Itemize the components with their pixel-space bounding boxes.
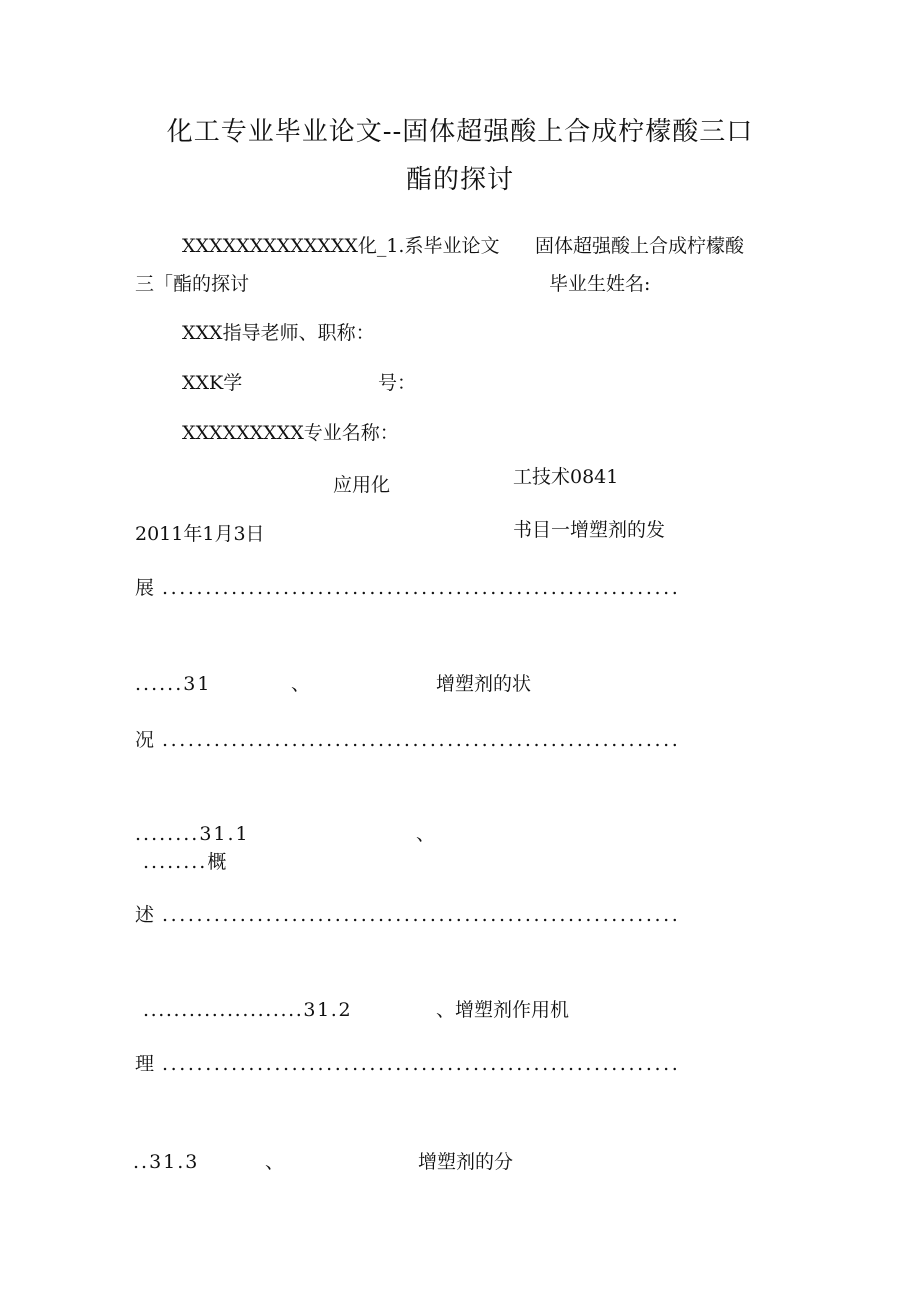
toc-entry3-leader-dots: ............................................................: [162, 904, 681, 926]
toc-entry2-lead: 况: [135, 729, 155, 751]
toc-entry1-separator: 、: [291, 673, 311, 695]
student-id-label-prefix: XXK学: [182, 372, 243, 394]
document-title-line1: 化工专业毕业论文--固体超强酸上合成柠檬酸三口: [166, 117, 754, 147]
document-title-line2: 酯的探讨: [405, 165, 514, 195]
header-department: XXXXXXXXXXXXX化_1.系毕业论文: [182, 235, 500, 257]
toc-entry2-separator: 、: [416, 823, 436, 845]
toc-entry5-separator: 、: [265, 1151, 285, 1173]
advisor-label: XXX指导老师、职称：: [182, 322, 375, 344]
toc-entry1-lead: 展: [135, 577, 155, 599]
major-label: XXXXXXXXX专业名称：: [182, 422, 399, 444]
toc-entry2-leader-dots: ............................................................: [162, 729, 681, 751]
toc-entry5-page: ..31.3: [133, 1151, 200, 1173]
toc-entry1-leader-dots: ............................................................: [162, 577, 681, 599]
toc-heading: 书目一增塑剂的发: [513, 519, 666, 541]
graduate-name-label: 毕业生姓名:: [549, 273, 651, 295]
document-date: 2011年1月3日: [135, 523, 265, 545]
major-value-right: 工技术0841: [513, 466, 619, 488]
toc-entry1-page: ......31: [135, 673, 212, 695]
major-value-left: 应用化: [333, 474, 391, 496]
toc-entry1-title: 增塑剂的状: [436, 673, 532, 695]
toc-entry3-title: 、增塑剂作用机: [436, 999, 570, 1021]
toc-entry2-page: ........31.1: [135, 823, 250, 845]
toc-entry2-continuation: ........概: [143, 851, 229, 873]
toc-entry4-lead: 理: [135, 1053, 155, 1075]
header-topic-continued: 三「酯的探讨: [135, 273, 250, 295]
student-id-label-suffix: 号：: [378, 372, 417, 394]
toc-entry5-title: 增塑剂的分: [418, 1151, 514, 1173]
toc-entry3-page: .....................31.2: [143, 999, 353, 1021]
header-topic: 固体超强酸上合成柠檬酸: [535, 235, 745, 257]
toc-entry3-lead: 述: [135, 904, 155, 926]
toc-entry4-leader-dots: ............................................................: [162, 1053, 681, 1075]
